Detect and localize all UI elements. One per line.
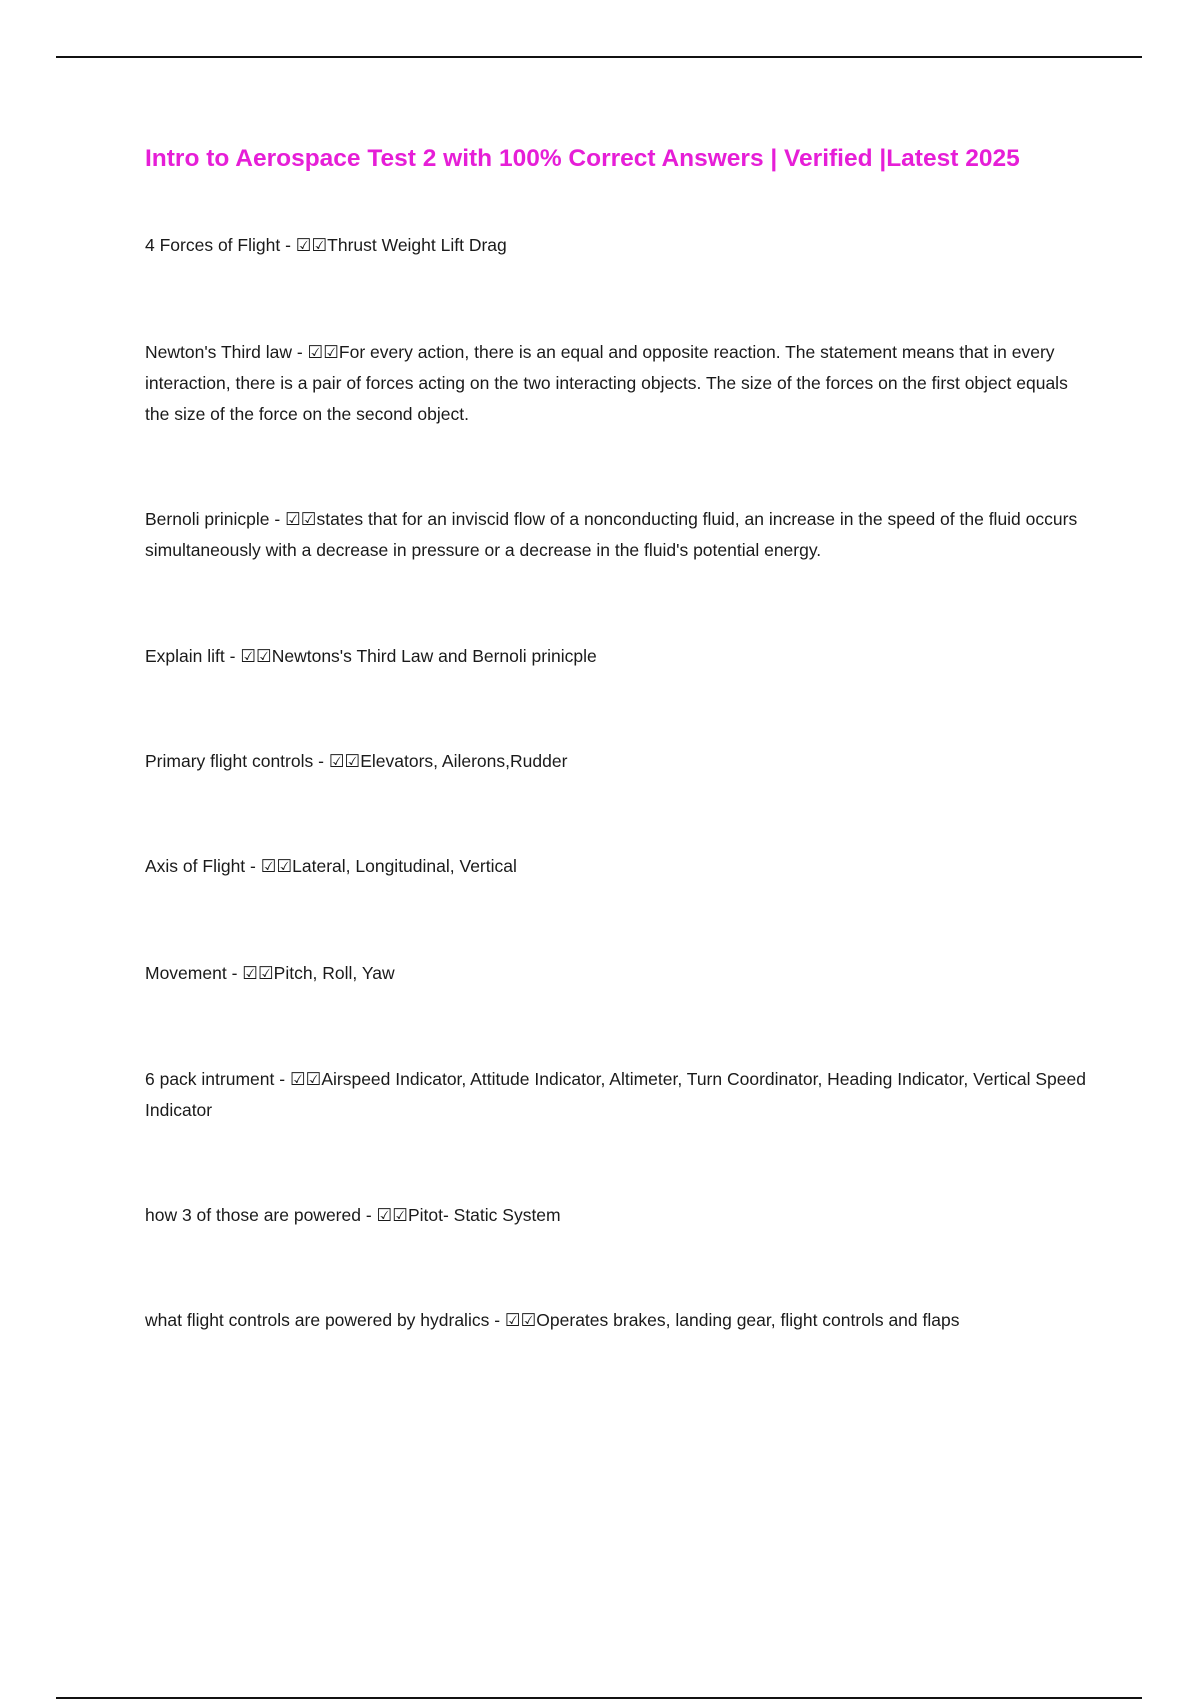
qa-item-explain-lift <box>145 641 1090 672</box>
qa-item-axis-of-flight <box>145 851 1090 882</box>
separator: - <box>360 1205 377 1225</box>
question-text: how 3 of those are powered <box>145 1205 361 1225</box>
qa-item-forces-of-flight <box>145 230 1090 261</box>
separator: - <box>269 509 286 529</box>
checkmark-icons: ☑☑ <box>376 1205 408 1225</box>
qa-item-hydraulics <box>145 1305 1090 1336</box>
qa-item-movement <box>145 958 1090 989</box>
checkmark-icons: ☑☑ <box>289 1069 322 1089</box>
answer-text: Newtons's Third Law and Bernoli prinicple <box>271 646 597 666</box>
question-text: Bernoli prinicple <box>145 509 270 529</box>
separator: - <box>280 235 296 255</box>
question-text: Newton's Third law <box>145 342 292 362</box>
qa-item-bernoli-principle <box>145 504 1090 566</box>
header-rule <box>56 56 1142 58</box>
checkmark-icons: ☑☑ <box>285 509 317 529</box>
question-text: 6 pack intrument <box>145 1069 275 1089</box>
checkmark-icons: ☑☑ <box>260 856 293 876</box>
question-text: 4 Forces of Flight <box>145 235 281 255</box>
question-text: Primary flight controls <box>145 751 314 771</box>
answer-text: For every action, there is an equal and opposite reaction. The statement means that in every interaction, there is a pair of forces acting on the two interacting objects. The size of the forces on the first object equals the size of the force on the second object. <box>145 342 1068 424</box>
qa-item-newtons-third-law <box>145 337 1090 430</box>
question-text: Movement <box>145 963 227 983</box>
checkmark-icons: ☑☑ <box>328 751 361 771</box>
separator: - <box>489 1310 505 1330</box>
answer-text: Pitot- Static System <box>407 1205 561 1225</box>
checkmark-icons: ☑☑ <box>504 1310 537 1330</box>
separator: - <box>291 342 308 362</box>
question-text: Explain lift <box>145 646 225 666</box>
checkmark-icons: ☑☑ <box>295 235 328 255</box>
qa-item-how-powered <box>145 1200 1090 1231</box>
separator: - <box>245 856 261 876</box>
separator: - <box>224 646 241 666</box>
answer-text: states that for an inviscid flow of a nonconducting fluid, an increase in the speed of the fluid occurs simultaneously with a decrease in pressure or a decrease in the fluid's potential energy. <box>145 509 1078 560</box>
qa-item-six-pack-instrument <box>145 1064 1090 1126</box>
answer-text: Airspeed Indicator, Attitude Indicator, Altimeter, Turn Coordinator, Heading Indicator, Vertical Speed Indicator <box>145 1069 1086 1120</box>
question-text: what flight controls are powered by hydralics <box>145 1310 490 1330</box>
answer-text: Pitch, Roll, Yaw <box>273 963 395 983</box>
document-title: Intro to Aerospace Test 2 with 100% Correct Answers | Verified |Latest 2025 <box>145 145 1020 172</box>
answer-text: Thrust Weight Lift Drag <box>327 235 507 255</box>
checkmark-icons: ☑☑ <box>307 342 339 362</box>
qa-item-primary-flight-controls <box>145 746 1090 777</box>
separator: - <box>313 751 329 771</box>
checkmark-icons: ☑☑ <box>242 963 274 983</box>
answer-text: Operates brakes, landing gear, flight controls and flaps <box>536 1310 960 1330</box>
answer-text: Elevators, Ailerons,Rudder <box>360 751 568 771</box>
answer-text: Lateral, Longitudinal, Vertical <box>292 856 517 876</box>
question-text: Axis of Flight <box>145 856 246 876</box>
separator: - <box>274 1069 290 1089</box>
checkmark-icons: ☑☑ <box>240 646 272 666</box>
separator: - <box>226 963 243 983</box>
footer-rule <box>56 1697 1142 1699</box>
